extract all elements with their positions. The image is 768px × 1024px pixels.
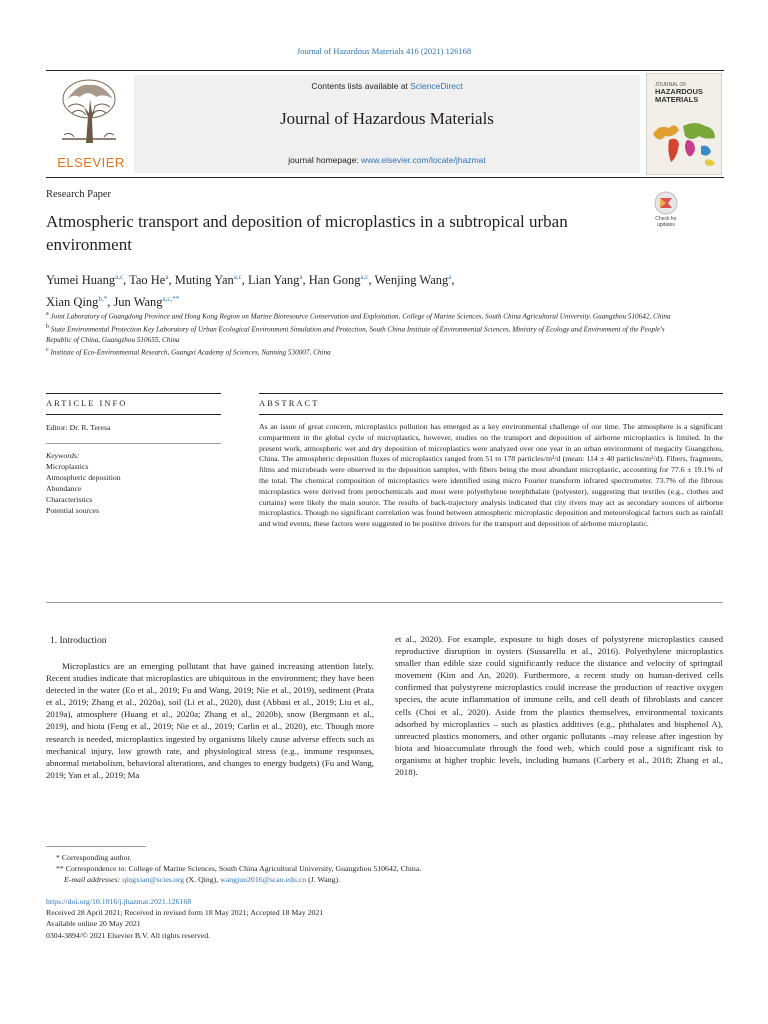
received-dates: Received 28 April 2021; Received in revised form 18 May 2021; Accepted 18 May 2021 — [46, 908, 324, 918]
affiliation-mark: b — [46, 323, 49, 330]
elsevier-wordmark: ELSEVIER — [57, 155, 125, 170]
homepage-line — [134, 155, 640, 165]
article-info-top-rule — [46, 393, 221, 394]
author-name: Jun Wang — [113, 295, 163, 310]
journal-info-box — [134, 75, 640, 173]
journal-masthead — [46, 70, 724, 178]
author-5[interactable] — [309, 273, 369, 287]
author-2[interactable] — [129, 273, 168, 287]
affiliation-text: Institute of Eco-Environmental Research, Guangxi Academy of Sciences, Nanning 530007, China — [50, 348, 331, 357]
author-name: Yumei Huang — [46, 273, 116, 288]
corresponding-author-note: * Corresponding author. — [56, 853, 132, 862]
author-sup: a,c,** — [162, 295, 180, 304]
introduction-column-2: et al., 2020). For example, exposure to high doses of polystyrene microplastics caused reproductive disruption in oysters (Sussarellu et al., 2016). Polyethylene microplastics smaller than edible size could significantly reduce the distance and velocity of springtail movement (Kim and An, 2020). Furthermore, a recent study on human-derived cells confirmed that polystyrene microplastics could increase the production of reactive oxygen species, the acute inflammation of immune cells, and cell death of fibroblasts and cancer cells (Choi et al., 2020). Aside from the plastics themselves, environmental toxicants adsorbed by microplastics – such as plastics additives (e.g., phthalates and bisphenol A), unreacted plastics monomers, and other organic pollutants –may release after ingestion by biota and bioaccumulate through the food web, which could pose a significant risk to organisms at higher trophic levels, including humans (Carbery et al., 2018; Zhang et al., 2018). — [395, 634, 723, 778]
affiliation-b — [46, 322, 686, 345]
contents-line — [134, 81, 640, 91]
article-info-heading: ARTICLE INFO — [46, 398, 128, 408]
abstract-text: As an issue of great concern, microplastics pollution has emerged as a key environmental challenge of our time. The atmosphere is a significant compartment in the global cycle of microplastics, however, studies on the transport and deposition of airborne microplastics is limited. In the present work, atmospheric wet and dry deposition of microplastics were analyzed over one year in an urban environment of megacity Guangzhou, China. The atmospheric deposition fluxes of microplastics ranged from 51 to 178 particles/m²/d (mean: 114 ± 40 particles/m²/d). Fibers, fragments, films and microbeads were observed in the deposition samples, with fibers being the most abundant microplastic, accounting for 77.6 ± 19.1% of the total. The chemical composition of microplastics were identified using micro Fourier transform infrared spectrometer. 73.7% of the fibrous microplastics were derived from petrochemicals and most were polyethylene terephthalate (polyester), suggesting that textiles (e.g., clothes and curtains) were likely the main source. The results of back-trajectory analysis indicated that city rivers may act as secondary sources of airborne microplastics. Though no significant correlation was found between atmospheric microplastic deposition and meteorological factors such as rainfall and wind events, these factors were suggested to be positive drivers for the transport and deposition of airborne microplastic. — [259, 422, 723, 529]
homepage-link[interactable]: www.elsevier.com/locate/jhazmat — [361, 155, 486, 165]
author-sup: a — [299, 273, 303, 281]
keyword-item: Characteristics — [46, 495, 93, 504]
author-name: Lian Yang — [247, 273, 300, 288]
author-name: Muting Yan — [174, 273, 234, 288]
check-for-updates-label: Check for updates — [655, 216, 677, 228]
publication-info — [46, 896, 323, 941]
author-sup: a,c — [233, 273, 242, 281]
journal-cover-thumbnail[interactable] — [646, 73, 722, 175]
introduction-column-1: Microplastics are an emerging pollutant that have gained increasing attention lately. Recent studies indicate that microplastics are ubiquitous in the environment; they have been detected in the water (Eo et al., 2019; Fu and Wang, 2019; Nie et al., 2019), sediment (Prata et al., 2019; Zhang et al., 2020a), soil (Li et al., 2020), dust (Abbasi et al., 2019; Liu et al., 2019a), atmosphere (Huang et al., 2020a; Zhang et al., 2020b), snow (Bergmann et al., 2019), and biota (Feng et al., 2019; Nie et al., 2019; Carlin et al., 2020), etc. Though more research is needed, microplastics ingested by organisms likely cause adverse effects such as mechanical injury, low growth rate, and physiological stress (e.g., immune responses, abnormal metabolism, behavioral alterations, and changes to energy budgets) (Fu and Wang, 2019; Yan et al., 2019; Ma — [46, 661, 374, 780]
article-title: Atmospheric transport and deposition of microplastics in a subtropical urban environment — [46, 212, 568, 254]
correspondence-note: ** Correspondence to: College of Marine Sciences, South China Agricultural University, Guangzhou 510642, China. — [56, 864, 422, 874]
author-7[interactable] — [46, 295, 107, 309]
elsevier-tree-icon — [58, 77, 120, 145]
email-name-2: (J. Wang). — [306, 875, 341, 885]
homepage-label: journal homepage: — [288, 155, 362, 165]
abstract-rule — [259, 414, 723, 415]
affiliation-mark: a — [46, 311, 49, 317]
author-sup: b,* — [98, 295, 108, 304]
elsevier-logo[interactable] — [50, 77, 128, 171]
author-4[interactable] — [248, 273, 303, 287]
check-for-updates-icon — [646, 190, 686, 216]
introduction-heading: 1. Introduction — [50, 636, 107, 646]
cover-map-image — [649, 114, 719, 172]
author-8[interactable] — [113, 295, 179, 309]
affiliation-text: State Environmental Protection Key Laboratory of Urban Ecological Environment Simulation and Protection, South China Institute of Environmental Sciences, Ministry of Ecology and Environment of the People's Republic of China, Guangzhou 510655, China — [46, 325, 665, 344]
author-name: Wenjing Wang — [374, 273, 449, 288]
email-link-2[interactable]: wangjun2016@scau.edu.cn — [220, 875, 307, 885]
author-3[interactable] — [175, 273, 242, 287]
cover-title-line2: MATERIALS — [655, 95, 699, 104]
keyword-item: Atmospheric deposition — [46, 473, 121, 482]
abstract-bottom-rule — [46, 602, 723, 603]
keyword-item: Microplastics — [46, 462, 89, 471]
author-name: Xian Qing — [46, 295, 99, 310]
cover-journal-of: JOURNAL OF — [655, 82, 687, 88]
author-sup: a,c — [115, 273, 124, 281]
affiliation-c — [46, 345, 686, 358]
journal-title[interactable]: Journal of Hazardous Materials — [280, 109, 494, 128]
cover-title — [655, 88, 703, 104]
footnotes — [46, 852, 726, 886]
abstract-heading: ABSTRACT — [259, 398, 320, 408]
check-for-updates-badge[interactable] — [646, 190, 686, 234]
affiliation-text: Joint Laboratory of Guangdong Province and Hong Kong Region on Marine Bioresource Conservation and Exploitation, College of Marine Sciences, South China Agricultural University, Guangzhou 510642, China — [50, 312, 671, 321]
available-online: Available online 20 May 2021 — [46, 919, 141, 929]
article-type: Research Paper — [46, 189, 112, 200]
footnote-rule — [46, 846, 146, 847]
email-link-1[interactable]: qingxian@scies.org — [122, 875, 185, 885]
keywords-block — [46, 450, 121, 516]
email-label: E-mail addresses: — [64, 875, 123, 885]
author-sup: a,c — [360, 273, 369, 281]
author-list: Yumei Huang$^{a,c}$, Tao He$^a$, Muting Yan$^{a,c}$, Lian Yang$^a$, Han Gong$^{a,c}$, Wenjing Wang$^a$, Xian Qing$^{b,*}$, Jun Wang$^{a,c,**}$ — [46, 273, 455, 310]
keyword-item: Potential sources — [46, 506, 100, 515]
doi-link[interactable]: https://doi.org/10.1016/j.jhazmat.2021.126168 — [46, 897, 192, 906]
article-info-rule — [46, 414, 221, 415]
author-name: Han Gong — [308, 273, 361, 288]
email-line — [46, 874, 726, 885]
author-sup: a — [448, 273, 452, 281]
author-1[interactable] — [46, 273, 123, 287]
copyright-line: 0304-3894/© 2021 Elsevier B.V. All rights reserved. — [46, 930, 211, 940]
editor-line: Editor: Dr. R. Teresa — [46, 423, 111, 432]
author-name: Tao He — [129, 273, 166, 288]
author-sup: a — [165, 273, 169, 281]
cover-title-line1: HAZARDOUS — [655, 87, 703, 96]
affiliation-mark: c — [46, 347, 49, 354]
contents-prefix: Contents lists available at — [311, 81, 411, 91]
keyword-item: Abundance — [46, 484, 82, 493]
sciencedirect-link[interactable]: ScienceDirect — [410, 81, 463, 91]
abstract-top-rule — [259, 393, 723, 394]
keywords-label: Keywords: — [46, 451, 80, 460]
author-6[interactable] — [374, 273, 451, 287]
email-name-1: (X. Qing), — [184, 875, 221, 885]
running-head-link[interactable]: Journal of Hazardous Materials 416 (2021) 126168 — [296, 46, 472, 56]
affiliation-a — [46, 309, 686, 322]
editor-rule — [46, 443, 221, 444]
affiliations — [46, 309, 686, 358]
